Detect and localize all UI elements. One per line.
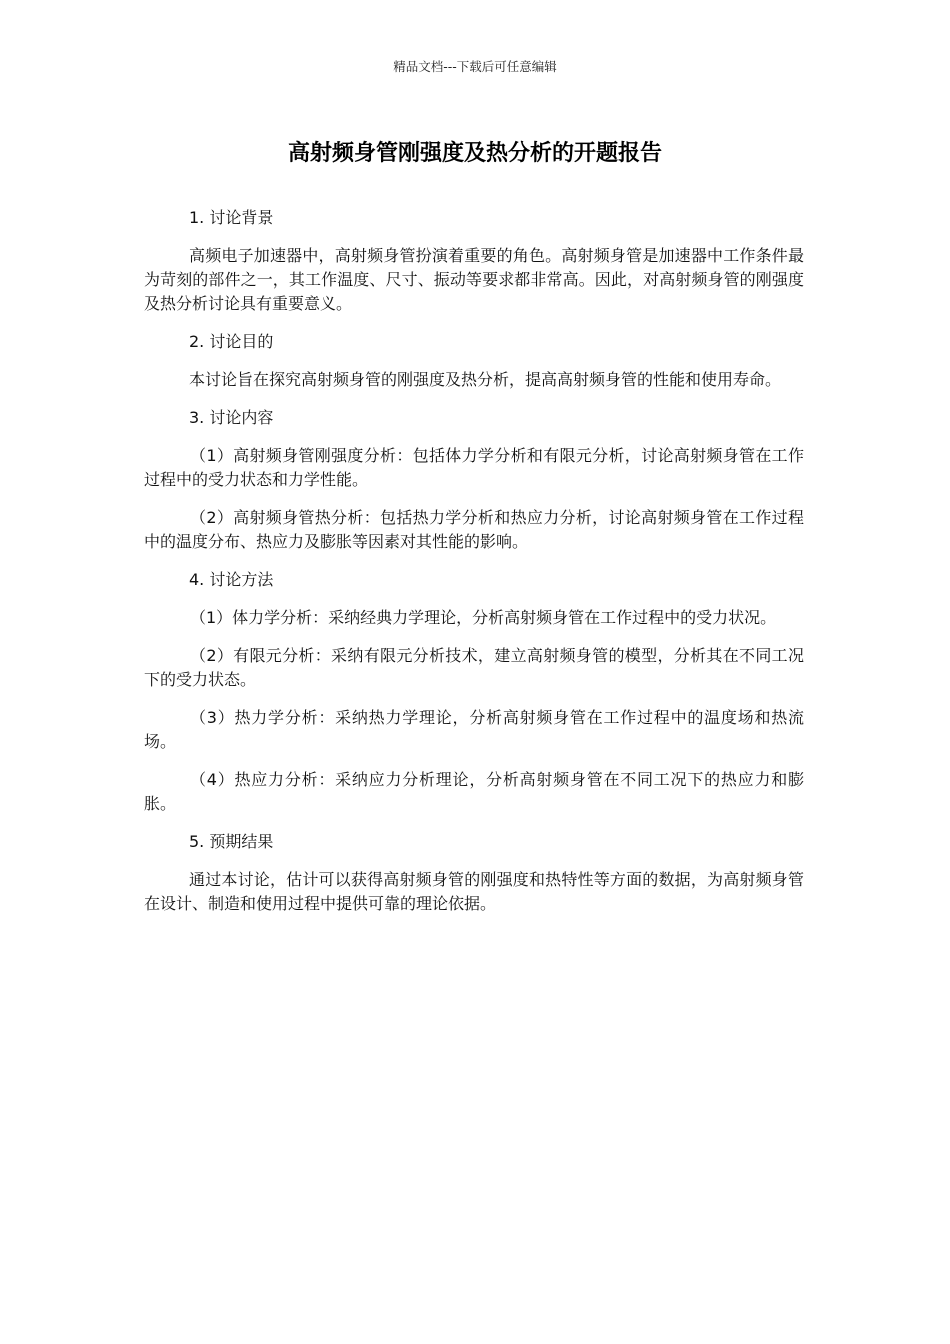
section-expected-results	[144, 830, 804, 916]
paragraph: 高频电子加速器中，高射频身管扮演着重要的角色。高射频身管是加速器中工作条件最为苛刻的部件之一，其工作温度、尺寸、振动等要求都非常高。因此，对高射频身管的刚强度及热分析讨论具有重要意义。	[144, 246, 804, 313]
page-header-note: 精品文档---下载后可任意编辑	[393, 59, 557, 74]
document-title: 高射频身管刚强度及热分析的开题报告	[287, 141, 662, 166]
paragraph: 通过本讨论，估计可以获得高射频身管的刚强度和热特性等方面的数据，为高射频身管在设计、制造和使用过程中提供可靠的理论依据。	[144, 870, 804, 913]
paragraph: （2）高射频身管热分析：包括热力学分析和热应力分析，讨论高射频身管在工作过程中的温度分布、热应力及膨胀等因素对其性能的影响。	[144, 508, 804, 551]
section-purpose	[144, 330, 804, 392]
section-heading: 5. 预期结果	[189, 832, 274, 851]
paragraph: （1）体力学分析：采纳经典力学理论，分析高射频身管在工作过程中的受力状况。	[190, 608, 777, 627]
document-body	[144, 206, 804, 930]
section-methods	[144, 568, 804, 816]
paragraph: （2）有限元分析：采纳有限元分析技术，建立高射频身管的模型，分析其在不同工况下的受力状态。	[144, 646, 804, 689]
section-heading: 3. 讨论内容	[189, 408, 274, 427]
section-heading: 2. 讨论目的	[189, 332, 274, 351]
section-content	[144, 406, 804, 554]
paragraph: （4）热应力分析：采纳应力分析理论，分析高射频身管在不同工况下的热应力和膨胀。	[144, 770, 804, 813]
section-background	[144, 206, 804, 316]
paragraph: （1）高射频身管刚强度分析：包括体力学分析和有限元分析，讨论高射频身管在工作过程中的受力状态和力学性能。	[144, 446, 804, 489]
section-heading: 4. 讨论方法	[189, 570, 274, 589]
paragraph: （3）热力学分析：采纳热力学理论，分析高射频身管在工作过程中的温度场和热流场。	[144, 708, 804, 751]
paragraph: 本讨论旨在探究高射频身管的刚强度及热分析，提高高射频身管的性能和使用寿命。	[189, 370, 782, 389]
section-heading: 1. 讨论背景	[189, 208, 274, 227]
